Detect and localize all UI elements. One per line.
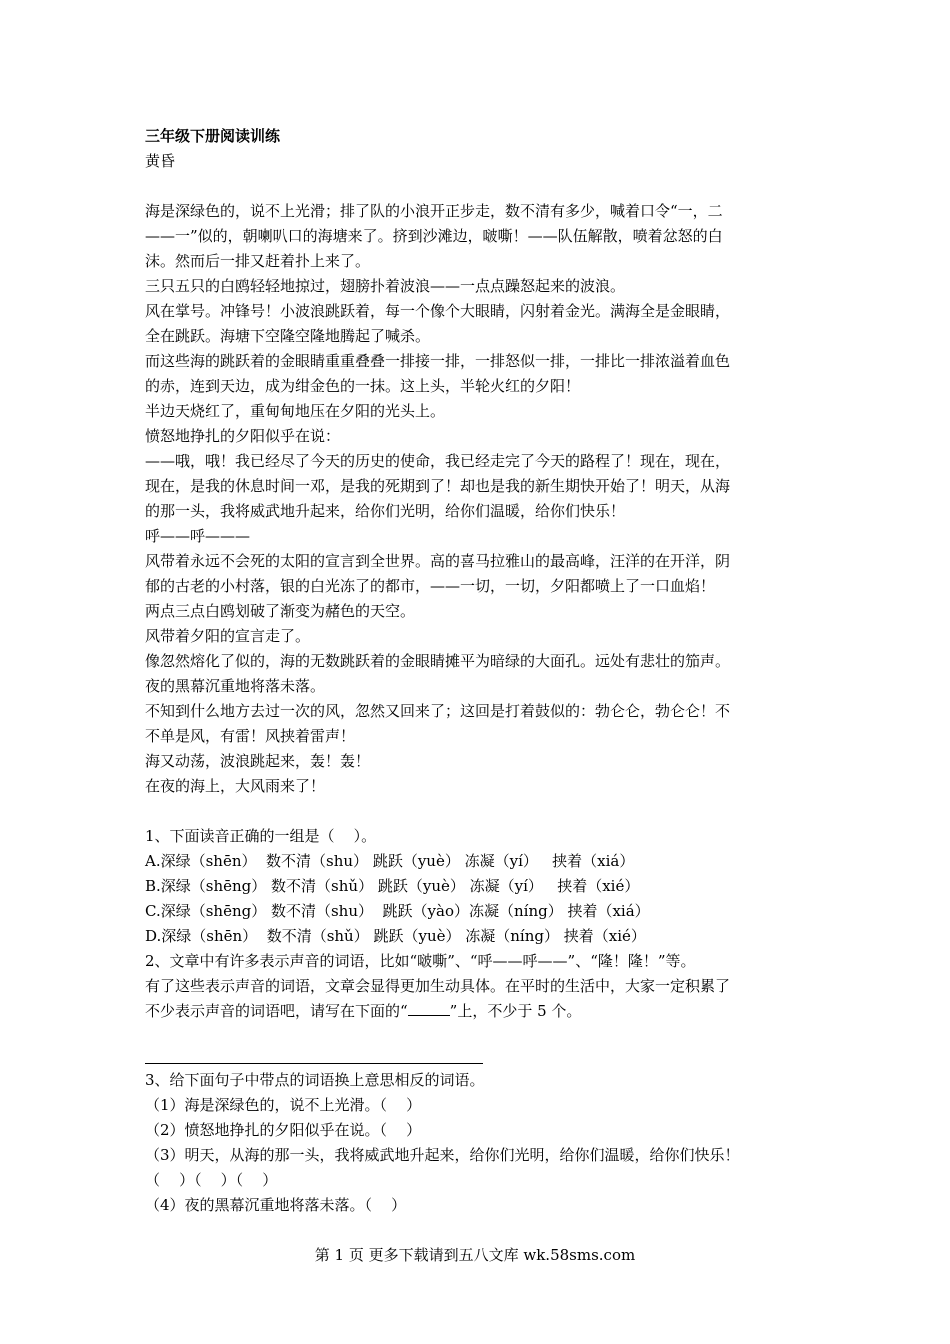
question-3 [145, 1068, 810, 1218]
passage-line: 全在跳跃。海塘下空隆空隆地腾起了喊杀。 [145, 327, 431, 345]
passage-line: 沫。然而后一排又赶着扑上来了。 [145, 252, 371, 270]
answer-line [145, 1063, 483, 1064]
passage-line: 风带着永远不会死的太阳的宣言到全世界。高的喜马拉雅山的最高峰，汪洋的在开洋，阴 [145, 552, 731, 570]
passage-line: 海又动荡，波浪跳起来，轰！轰！ [145, 752, 371, 770]
question-1 [145, 824, 810, 949]
question-text: 2、文章中有许多表示声音的词语，比如“啵嘶”、“呼——呼——”、“隆！隆！”等。 [145, 952, 696, 970]
passage-line: 夜的黑幕沉重地将落未落。 [145, 677, 326, 695]
passage-line: 愤怒地挣扎的夕阳似乎在说： [145, 427, 341, 445]
passage-line: 两点三点白鸥划破了渐变为赭色的天空。 [145, 602, 416, 620]
page-footer: 第 1 页 更多下载请到五八文库 wk.58sms.com [314, 1246, 636, 1264]
question-option: C.深绿（shēng） 数不清（shu） 跳跃（yào）冻凝（níng） 挟着（xiá） [145, 902, 650, 920]
passage-line: 不单是风，有雷！风挟着雷声！ [145, 727, 356, 745]
question-stem: 3、给下面句子中带点的词语换上意思相反的词语。 [145, 1071, 485, 1089]
question-text-last [145, 999, 810, 1024]
passage-line: 郁的古老的小村落，银的白光冻了的都市，——一切，一切，夕阳都喷上了一口血焰！ [145, 577, 716, 595]
question-text: 有了这些表示声音的词语，文章会显得更加生动具体。在平时的生活中，大家一定积累了 [145, 977, 731, 995]
passage-line: 风在掌号。冲锋号！小波浪跳跃着，每一个像个大眼睛，闪射着金光。满海全是金眼睛， [145, 302, 731, 320]
passage-line: 而这些海的跳跃着的金眼睛重重叠叠一排接一排，一排怒似一排，一排比一排浓溢着血色 [145, 352, 731, 370]
question-text-before: 不少表示声音的词语吧，请写在下面的“ [145, 1002, 408, 1020]
passage-title: 黄昏 [145, 152, 176, 170]
question-text-after: ”上，不少于 5 个。 [449, 1002, 582, 1020]
passage-line: 现在，是我的休息时间一邓，是我的死期到了！却也是我的新生期快开始了！明天，从海 [145, 477, 731, 495]
question-item: （4）夜的黑幕沉重地将落未落。（ ） [145, 1196, 407, 1214]
question-option: A.深绿（shēn） 数不清（shu） 跳跃（yuè） 冻凝（yí） 挟着（xiá） [145, 852, 635, 870]
question-option: D.深绿（shēn） 数不清（shǔ） 跳跃（yuè） 冻凝（níng） 挟着（xié） [145, 927, 646, 945]
passage-line: ——哦，哦！我已经尽了今天的历史的使命，我已经走完了今天的路程了！现在，现在， [145, 452, 731, 470]
spacer [145, 799, 810, 824]
question-option: B.深绿（shēng） 数不清（shǔ） 跳跃（yuè） 冻凝（yí） 挟着（xié） [145, 877, 640, 895]
passage-line: 三只五只的白鸥轻轻地掠过，翅膀扑着波浪——一点点躁怒起来的波浪。 [145, 277, 626, 295]
passage-line: 风带着夕阳的宣言走了。 [145, 627, 311, 645]
doc-title: 三年级下册阅读训练 [145, 127, 281, 145]
passage-line: 像忽然熔化了似的，海的无数跳跃着的金眼睛摊平为暗绿的大面孔。远处有悲壮的笳声。 [145, 652, 731, 670]
question-item: （1）海是深绿色的，说不上光滑。（ ） [145, 1096, 422, 1114]
passage-line: 在夜的海上，大风雨来了！ [145, 777, 326, 795]
question-item: （ ）（ ）（ ） [145, 1171, 278, 1189]
passage-line: 不知到什么地方去过一次的风，忽然又回来了；这回是打着鼓似的：勃仑仑，勃仑仑！不 [145, 702, 731, 720]
question-item: （2）愤怒地挣扎的夕阳似乎在说。（ ） [145, 1121, 422, 1139]
passage-line: ——一”似的，朝喇叭口的海塘来了。挤到沙滩边，啵嘶！——队伍解散，喷着忿怒的白 [145, 227, 723, 245]
passage-line: 呼——呼——— [145, 527, 251, 545]
passage-line: 海是深绿色的，说不上光滑；排了队的小浪开正步走，数不清有多少，喊着口令“一，二 [145, 202, 723, 220]
question-2 [145, 949, 810, 1024]
passage-line: 的那一头，我将威武地升起来，给你们光明，给你们温暖，给你们快乐！ [145, 502, 626, 520]
passage [145, 199, 810, 799]
passage-line: 半边天烧红了，重甸甸地压在夕阳的光头上。 [145, 402, 446, 420]
question-stem: 1、下面读音正确的一组是（ ）。 [145, 827, 377, 845]
passage-line: 的赤，连到天边，成为绀金色的一抹。这上头，半轮火红的夕阳！ [145, 377, 581, 395]
document-body [145, 124, 810, 1024]
answer-blank [408, 1001, 450, 1016]
spacer [145, 174, 810, 199]
question-item: （3）明天，从海的那一头，我将威武地升起来，给你们光明，给你们温暖，给你们快乐！ [145, 1146, 740, 1164]
